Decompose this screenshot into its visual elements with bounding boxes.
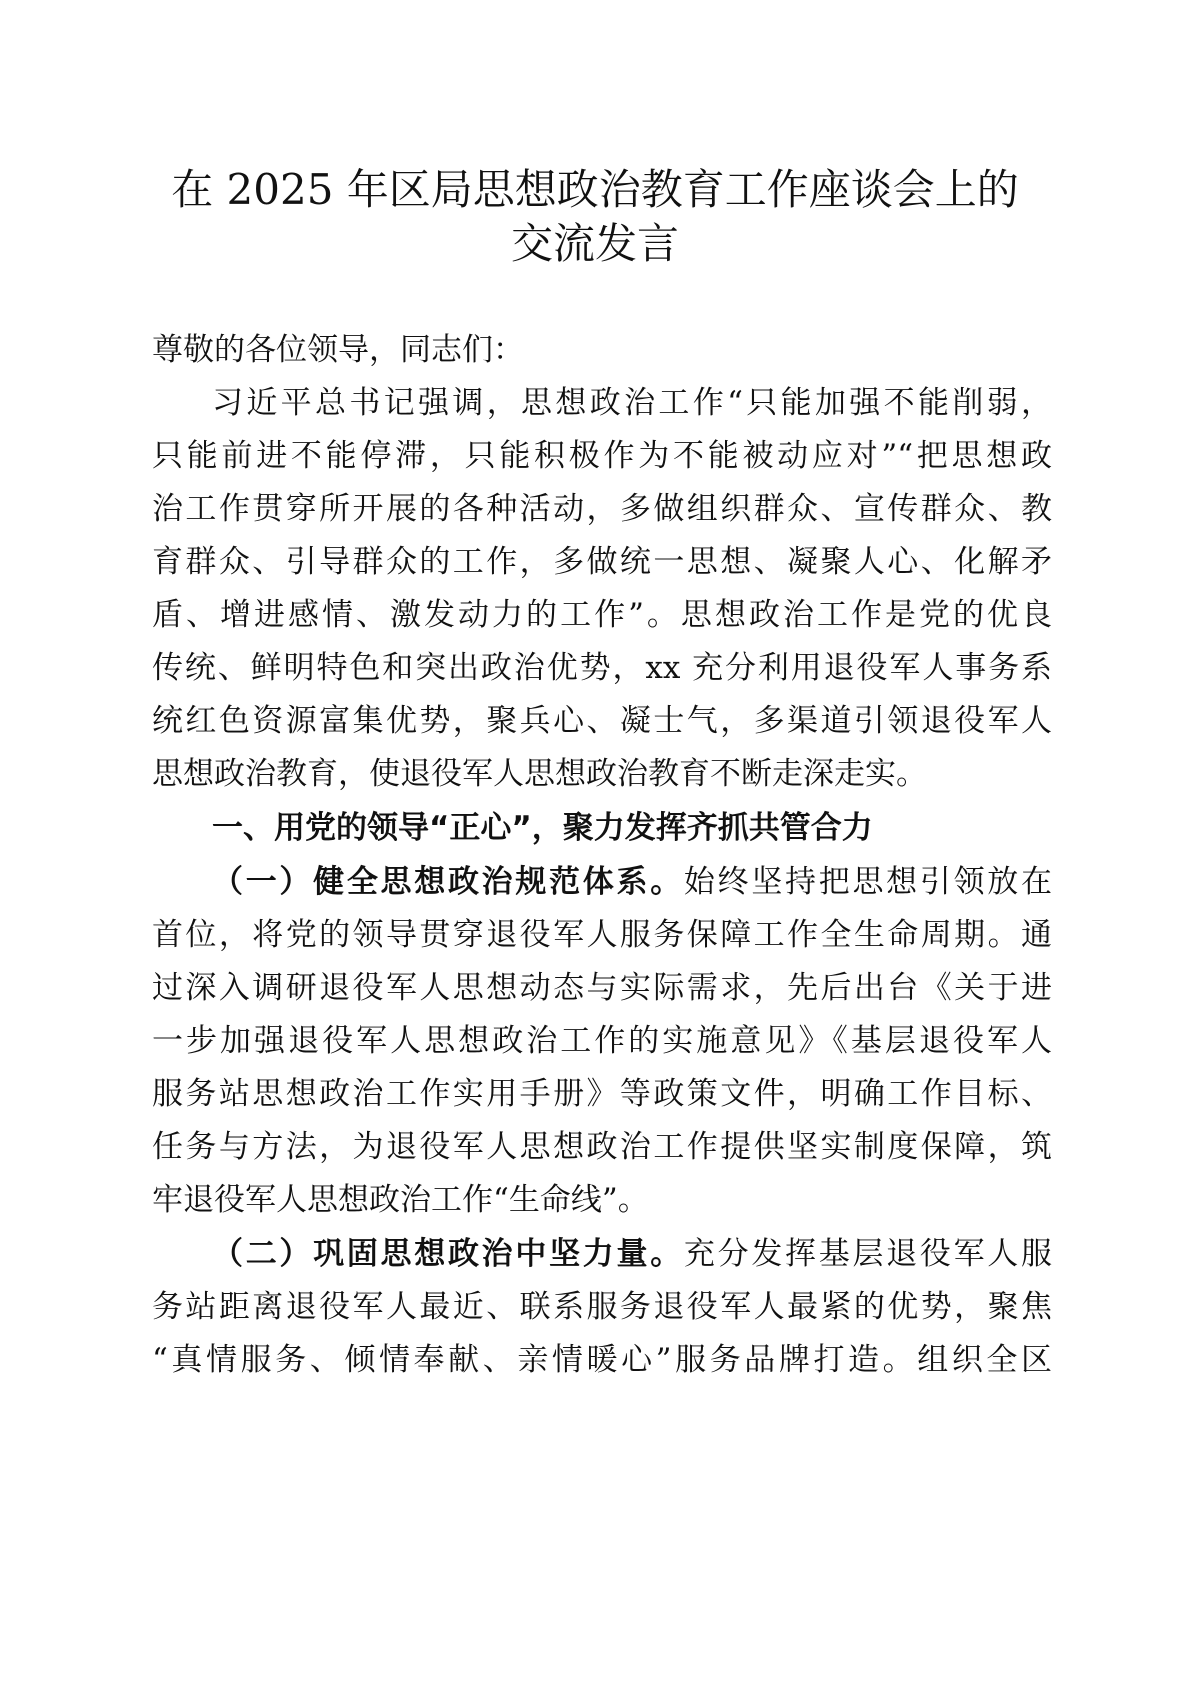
subsection-1-line: 任务与方法，为退役军人思想政治工作提供坚实制度保障，筑 (152, 1129, 1052, 1165)
subsection-1-line: 服务站思想政治工作实用手册》等政策文件，明确工作目标、 (152, 1076, 1052, 1112)
salutation: 尊敬的各位领导，同志们： (152, 332, 524, 368)
subsection-2-first-line (212, 1226, 1052, 1282)
subsection-2-title: （二）巩固思想政治中坚力量。 (212, 1236, 684, 1272)
document-title-line-2: 交流发言 (510, 219, 679, 268)
subsection-1-line: 牢退役军人思想政治工作“生命线”。 (152, 1182, 649, 1218)
subsection-1-line: 过深入调研退役军人思想动态与实际需求，先后出台《关于进 (152, 970, 1052, 1006)
subsection-2-line: “真情服务、倾情奉献、亲情暖心”服务品牌打造。组织全区 (152, 1342, 1052, 1378)
intro-line: 传统、鲜明特色和突出政治优势，xx 充分利用退役军人事务系 (152, 650, 1052, 686)
intro-line: 只能前进不能停滞，只能积极作为不能被动应对”“把思想政 (152, 438, 1052, 474)
intro-line: 盾、增进感情、激发动力的工作”。思想政治工作是党的优良 (152, 597, 1052, 633)
document-title-line-1: 在 2025 年区局思想政治教育工作座谈会上的 (171, 165, 1019, 214)
section-heading: 一、用党的领导“正心”，聚力发挥齐抓共管合力 (212, 810, 873, 846)
subsection-1-line: 一步加强退役军人思想政治工作的实施意见》《基层退役军人 (152, 1023, 1052, 1059)
intro-line: 统红色资源富集优势，聚兵心、凝士气，多渠道引领退役军人 (152, 703, 1052, 739)
intro-line: 思想政治教育，使退役军人思想政治教育不断走深走实。 (152, 756, 927, 792)
subsection-2-line: 务站距离退役军人最近、联系服务退役军人最紧的优势，聚焦 (152, 1289, 1052, 1325)
intro-line: 育群众、引导群众的工作，多做统一思想、凝聚人心、化解矛 (152, 544, 1052, 580)
intro-line: 习近平总书记强调，思想政治工作“只能加强不能削弱， (212, 385, 1052, 421)
subsection-1-first-line (212, 854, 1052, 910)
subsection-1-line: 首位，将党的领导贯穿退役军人服务保障工作全生命周期。通 (152, 917, 1052, 953)
subsection-1-title: （一）健全思想政治规范体系。 (212, 864, 684, 900)
subsection-1-text: 始终坚持把思想引领放在 (683, 864, 1053, 900)
subsection-2-text: 充分发挥基层退役军人服 (683, 1236, 1053, 1272)
intro-line: 治工作贯穿所开展的各种活动，多做组织群众、宣传群众、教 (152, 491, 1052, 527)
